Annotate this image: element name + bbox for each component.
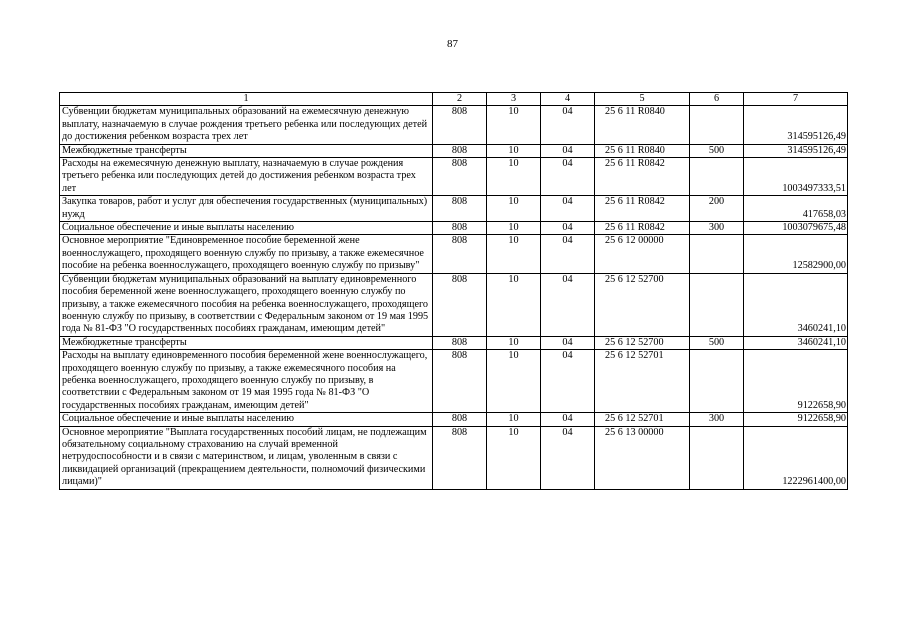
header-col-2: 2: [433, 93, 487, 106]
row-amount: 12582900,00: [744, 235, 848, 273]
table-row: [60, 235, 848, 273]
table-row: [60, 144, 848, 157]
row-expense-type: 200: [690, 196, 744, 222]
row-target-article: 25 6 11 R0842: [595, 222, 690, 235]
row-subsection: 04: [541, 158, 595, 196]
row-section: 10: [487, 235, 541, 273]
row-amount: 3460241,10: [744, 273, 848, 336]
row-expense-type: [690, 235, 744, 273]
row-ministry-code: 808: [433, 426, 487, 489]
header-col-4: 4: [541, 93, 595, 106]
row-ministry-code: 808: [433, 336, 487, 349]
row-expense-type: 300: [690, 413, 744, 426]
page-number: 87: [447, 38, 458, 50]
row-expense-type: [690, 106, 744, 144]
row-section: 10: [487, 144, 541, 157]
table-row: [60, 158, 848, 196]
table-row: [60, 426, 848, 489]
row-ministry-code: 808: [433, 413, 487, 426]
row-expense-type: [690, 158, 744, 196]
row-subsection: 04: [541, 413, 595, 426]
row-ministry-code: 808: [433, 158, 487, 196]
row-subsection: 04: [541, 196, 595, 222]
row-amount: 314595126,49: [744, 144, 848, 157]
row-expense-type: 500: [690, 336, 744, 349]
row-ministry-code: 808: [433, 196, 487, 222]
row-subsection: 04: [541, 144, 595, 157]
row-subsection: 04: [541, 222, 595, 235]
row-amount: 3460241,10: [744, 336, 848, 349]
row-section: 10: [487, 336, 541, 349]
table-row: [60, 196, 848, 222]
row-amount: 1003079675,48: [744, 222, 848, 235]
row-section: 10: [487, 273, 541, 336]
row-target-article: 25 6 12 52701: [595, 413, 690, 426]
row-subsection: 04: [541, 350, 595, 413]
row-name: Межбюджетные трансферты: [60, 336, 433, 349]
row-ministry-code: 808: [433, 106, 487, 144]
row-target-article: 25 6 12 00000: [595, 235, 690, 273]
table-row: [60, 273, 848, 336]
row-name: Расходы на ежемесячную денежную выплату, назначаемую в случае рождения третьего ребенка или последующих детей до достижения ребенком возраста трех лет: [60, 158, 433, 196]
table-row: [60, 222, 848, 235]
budget-table: [59, 92, 848, 490]
row-ministry-code: 808: [433, 222, 487, 235]
row-section: 10: [487, 426, 541, 489]
row-amount: 1003497333,51: [744, 158, 848, 196]
row-name: Межбюджетные трансферты: [60, 144, 433, 157]
row-target-article: 25 6 11 R0840: [595, 144, 690, 157]
row-ministry-code: 808: [433, 235, 487, 273]
table-row: [60, 336, 848, 349]
row-expense-type: [690, 426, 744, 489]
row-subsection: 04: [541, 235, 595, 273]
row-target-article: 25 6 11 R0840: [595, 106, 690, 144]
row-target-article: 25 6 11 R0842: [595, 196, 690, 222]
row-name: Расходы на выплату единовременного пособия беременной жене военнослужащего, проходящего военную службу по призыву, а также ежемесячного пособия на ребенка военнослужащего, проходящего военную службу по призыву, в соответствии с Федеральным законом от 19 мая 1995 года № 81-ФЗ "О государственных пособиях гражданам, имеющим детей": [60, 350, 433, 413]
table-row: [60, 106, 848, 144]
row-target-article: 25 6 13 00000: [595, 426, 690, 489]
row-section: 10: [487, 196, 541, 222]
row-section: 10: [487, 222, 541, 235]
row-expense-type: [690, 273, 744, 336]
row-section: 10: [487, 413, 541, 426]
row-subsection: 04: [541, 426, 595, 489]
row-amount: 9122658,90: [744, 413, 848, 426]
row-ministry-code: 808: [433, 350, 487, 413]
row-section: 10: [487, 158, 541, 196]
table-row: [60, 350, 848, 413]
header-col-1: 1: [60, 93, 433, 106]
header-col-7: 7: [744, 93, 848, 106]
row-target-article: 25 6 12 52700: [595, 273, 690, 336]
row-subsection: 04: [541, 273, 595, 336]
row-target-article: 25 6 12 52700: [595, 336, 690, 349]
row-ministry-code: 808: [433, 144, 487, 157]
row-amount: 417658,03: [744, 196, 848, 222]
table-header-row: [60, 93, 848, 106]
row-expense-type: 500: [690, 144, 744, 157]
row-amount: 1222961400,00: [744, 426, 848, 489]
row-subsection: 04: [541, 106, 595, 144]
row-target-article: 25 6 11 R0842: [595, 158, 690, 196]
row-amount: 9122658,90: [744, 350, 848, 413]
header-col-3: 3: [487, 93, 541, 106]
row-expense-type: 300: [690, 222, 744, 235]
row-amount: 314595126,49: [744, 106, 848, 144]
row-expense-type: [690, 350, 744, 413]
row-name: Основное мероприятие "Единовременное пособие беременной жене военнослужащего, проходящего военную службу по призыву, а также ежемесячное пособие на ребенка военнослужащего, проходящего военную службу по призыву": [60, 235, 433, 273]
row-section: 10: [487, 350, 541, 413]
row-ministry-code: 808: [433, 273, 487, 336]
row-name: Субвенции бюджетам муниципальных образований на ежемесячную денежную выплату, назначаемую в случае рождения третьего ребенка или последующих детей до достижения ребенком возраста трех лет: [60, 106, 433, 144]
header-col-6: 6: [690, 93, 744, 106]
row-target-article: 25 6 12 52701: [595, 350, 690, 413]
header-col-5: 5: [595, 93, 690, 106]
row-subsection: 04: [541, 336, 595, 349]
table-row: [60, 413, 848, 426]
row-name: Социальное обеспечение и иные выплаты населению: [60, 222, 433, 235]
row-name: Основное мероприятие "Выплата государственных пособий лицам, не подлежащим обязательному социальному страхованию на случай временной нетрудоспособности и в связи с материнством, и лицам, уволенным в связи с ликвидацией организаций (прекращением деятельности, полномочий физическими лицами)": [60, 426, 433, 489]
row-name: Закупка товаров, работ и услуг для обеспечения государственных (муниципальных) нужд: [60, 196, 433, 222]
row-name: Социальное обеспечение и иные выплаты населению: [60, 413, 433, 426]
row-section: 10: [487, 106, 541, 144]
row-name: Субвенции бюджетам муниципальных образований на выплату единовременного пособия беременной жене военнослужащего, проходящего военную службу по призыву, а также ежемесячного пособия на ребенка военнослужащего, проходящего военную службу по призыву, в соответствии с Федеральным законом от 19 мая 1995 года № 81-ФЗ "О государственных пособиях гражданам, имеющим детей": [60, 273, 433, 336]
